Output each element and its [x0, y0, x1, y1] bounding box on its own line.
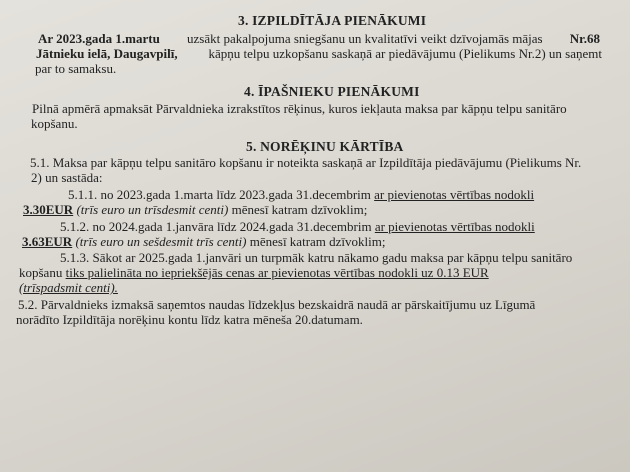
clause-5-1-2-line-2: [22, 234, 385, 249]
section-3-text-2: kāpņu telpu uzkopšanu saskaņā ar piedāvājumu (Pielikums Nr.2) un saņemt: [208, 46, 602, 61]
clause-5-1-3-line-1: 5.1.3. Sākot ar 2025.gada 1.janvāri un turpmāk katru nākamo gadu maksa par kāpņu telpu sanitāro: [60, 250, 573, 265]
section-3-date: Ar 2023.gada 1.martu: [38, 31, 160, 46]
clause-5-1-3-line-3: (trīspadsmit centi).: [19, 280, 118, 295]
clause-5-1-1-line-1: [68, 187, 534, 202]
clause-5-1-1-period: 5.1.1. no 2023.gada 1.marta līdz 2023.gada 31.decembrim: [68, 187, 371, 202]
clause-5-1-1-line-2: [23, 202, 367, 217]
section-5-heading: 5. NORĒĶINU KĀRTĪBA: [246, 139, 404, 154]
clause-5-1-1-rest: mēnesī katram dzīvoklim;: [231, 202, 368, 217]
section-4-line-2: kopšanu.: [31, 116, 78, 131]
clause-5-1-3-increase: tiks palielināta no iepriekšējās cenas ar pievienotas vērtības nodokli uz 0.13 EUR: [65, 265, 489, 280]
section-3-text: uzsākt pakalpojuma sniegšanu un kvalitatīvi veikt dzīvojamās mājas: [186, 31, 543, 46]
clause-5-2-line-2: norādīto Izpildītāja norēķinu kontu līdz katra mēneša 20.datumam.: [16, 312, 363, 327]
clause-5-1-line-2: 2) un sastāda:: [31, 170, 103, 185]
section-3-address: Jātnieku ielā, Daugavpilī,: [36, 46, 178, 61]
clause-5-1-2-rest: mēnesī katram dzīvoklim;: [249, 234, 386, 249]
clause-5-2-line-1: 5.2. Pārvaldnieks izmaksā saņemtos naudas līdzekļus bezskaidrā naudā ar pārskaitījumu uz Līgumā: [18, 297, 536, 312]
clause-5-1-2-amount-words: (trīs euro un sešdesmit trīs centi): [75, 234, 247, 249]
clause-5-1-3-line-2: [19, 265, 489, 280]
section-3-line-1: [38, 31, 600, 46]
clause-5-1-2-vat: ar pievienotas vērtības nodokli: [374, 219, 535, 234]
section-3-line-3: par to samaksu.: [35, 61, 117, 76]
section-4-text: Pilnā apmērā apmaksāt Pārvaldnieka izrakstītos rēķinus, kuros iekļauta maksa par kāpņu telpu sanitāro: [32, 101, 567, 116]
section-3-line-2: [36, 46, 602, 61]
clause-5-1-2-period: 5.1.2. no 2024.gada 1.janvāra līdz 2024.gada 31.decembrim: [60, 219, 372, 234]
clause-5-1-1-amount-words: (trīs euro un trīsdesmit centi): [76, 202, 229, 217]
section-3-heading: 3. IZPILDĪTĀJA PIENĀKUMI: [238, 13, 427, 28]
clause-5-1-1-amount: 3.30EUR: [23, 202, 74, 217]
clause-5-1-line-1: 5.1. Maksa par kāpņu telpu sanitāro kopšanu ir noteikta saskaņā ar Izpildītāja piedāvājumu (Pielikums Nr.: [30, 155, 582, 170]
section-4-heading: 4. ĪPAŠNIEKU PIENĀKUMI: [244, 84, 420, 99]
clause-5-1-3-subject: kopšanu: [19, 265, 63, 280]
clause-5-1-2-line-1: [60, 219, 535, 234]
section-4-line-1: [32, 101, 606, 116]
clause-5-1-2-amount: 3.63EUR: [22, 234, 73, 249]
section-3-house-number: Nr.68: [569, 31, 600, 46]
clause-5-1-1-vat: ar pievienotas vērtības nodokli: [374, 187, 535, 202]
